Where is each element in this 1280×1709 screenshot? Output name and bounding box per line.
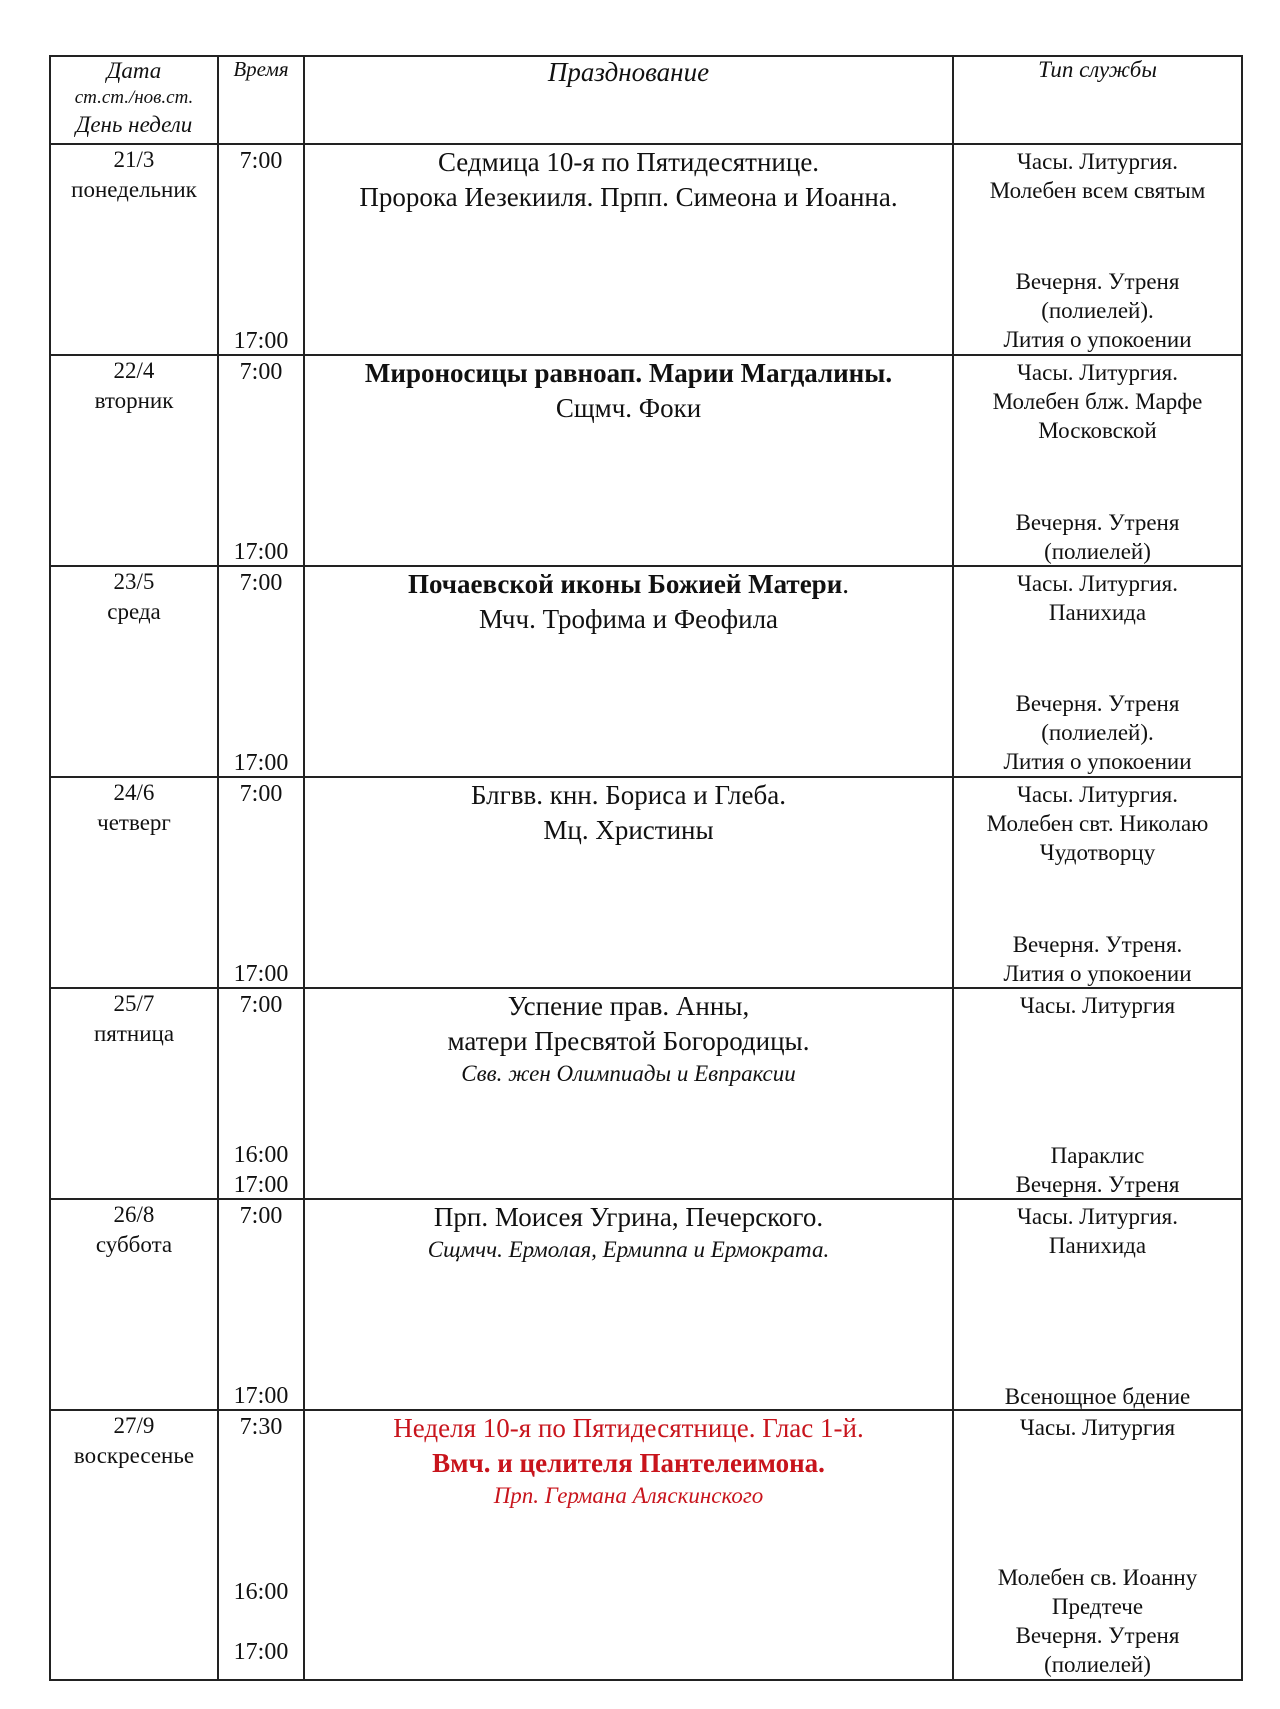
service-line: Вечерня. Утреня xyxy=(1015,691,1180,716)
header-weekday-label: День недели xyxy=(75,112,193,137)
weekday: среда xyxy=(107,599,161,624)
feast-line: Мироносицы равноап. Марии Магдалины. xyxy=(364,358,893,388)
service-line: Часы. Литургия. xyxy=(1016,1204,1179,1229)
time: 7:00 xyxy=(239,359,283,385)
header-date xyxy=(50,56,218,144)
time: 17:00 xyxy=(233,1639,289,1665)
header-feast: Празднование xyxy=(304,56,953,144)
service-line: Московской xyxy=(1038,418,1157,443)
time: 17:00 xyxy=(233,1383,289,1409)
table-row xyxy=(50,988,1242,1199)
service-line: Часы. Литургия xyxy=(1019,1415,1176,1440)
time: 7:30 xyxy=(239,1414,283,1440)
service-cell xyxy=(953,144,1242,355)
service-line: Молебен всем святым xyxy=(989,178,1206,203)
feast-line: Пророка Иезекииля. Прпп. Симеона и Иоанна. xyxy=(359,182,898,212)
time: 16:00 xyxy=(233,1579,289,1605)
feast-line: Блгвв. кнн. Бориса и Глеба. xyxy=(471,780,786,810)
feast-cell xyxy=(304,355,953,566)
header-date-label: Дата xyxy=(106,58,162,83)
feast-line: Почаевской иконы Божией Матери xyxy=(407,569,843,599)
time: 17:00 xyxy=(233,1172,289,1198)
service-line: (полиелей). xyxy=(1041,720,1154,745)
time: 7:00 xyxy=(239,992,283,1018)
service-cell xyxy=(953,777,1242,988)
date-cell xyxy=(50,355,218,566)
date: 23/5 xyxy=(113,569,155,594)
service-line: Параклис xyxy=(1050,1143,1145,1168)
feast-line: Сщмч. Фоки xyxy=(555,393,702,423)
header-row xyxy=(50,56,1242,144)
feast-cell xyxy=(304,988,953,1199)
service-line: Лития о упокоении xyxy=(1003,749,1192,774)
date: 22/4 xyxy=(113,358,155,383)
table-row xyxy=(50,144,1242,355)
date-cell xyxy=(50,566,218,777)
date-cell xyxy=(50,144,218,355)
service-line: Молебен блж. Марфе xyxy=(992,389,1203,414)
table-row xyxy=(50,355,1242,566)
date-cell xyxy=(50,1199,218,1410)
service-line: Часы. Литургия xyxy=(1019,993,1176,1018)
service-line: (полиелей). xyxy=(1041,298,1154,323)
feast-line: Седмица 10-я по Пятидесятнице. xyxy=(437,147,820,177)
service-line: (полиелей) xyxy=(1044,539,1151,564)
time-cell xyxy=(218,1410,304,1680)
date: 25/7 xyxy=(113,991,155,1016)
service-line: Предтече xyxy=(1051,1594,1144,1619)
time: 16:00 xyxy=(233,1142,289,1168)
table-row xyxy=(50,566,1242,777)
feast-line: Вмч. и целителя Пантелеимона. xyxy=(432,1448,825,1478)
service-line: Панихида xyxy=(1048,1233,1147,1258)
service-line: Часы. Литургия. xyxy=(1016,571,1179,596)
service-line: Вечерня. Утреня xyxy=(1015,269,1180,294)
weekday: вторник xyxy=(94,388,174,413)
date-cell xyxy=(50,988,218,1199)
date: 27/9 xyxy=(113,1413,155,1438)
service-line: Вечерня. Утреня. xyxy=(1012,932,1183,957)
table-row xyxy=(50,777,1242,988)
feast-line: Неделя 10-я по Пятидесятнице. Глас 1-й. xyxy=(393,1413,864,1443)
service-line: Чудотворцу xyxy=(1039,840,1156,865)
service-line: Часы. Литургия. xyxy=(1016,360,1179,385)
feast-cell xyxy=(304,1410,953,1680)
service-line: (полиелей) xyxy=(1044,1652,1151,1677)
service-cell xyxy=(953,355,1242,566)
table-row xyxy=(50,1199,1242,1410)
service-line: Часы. Литургия. xyxy=(1016,782,1179,807)
time-cell xyxy=(218,566,304,777)
feast-line: Успение прав. Анны, xyxy=(507,991,750,1021)
feast-cell xyxy=(304,777,953,988)
feast-line: Прп. Моисея Угрина, Печерского. xyxy=(433,1202,824,1232)
time: 17:00 xyxy=(233,539,289,565)
time: 7:00 xyxy=(239,781,283,807)
feast-cell xyxy=(304,1199,953,1410)
feast-cell xyxy=(304,566,953,777)
service-line: Всенощное бдение xyxy=(1004,1384,1191,1409)
date-cell xyxy=(50,1410,218,1680)
service-line: Вечерня. Утреня xyxy=(1015,1623,1180,1648)
service-cell xyxy=(953,1410,1242,1680)
time-cell xyxy=(218,1199,304,1410)
header-time: Время xyxy=(218,56,304,144)
service-line: Молебен свт. Николаю xyxy=(986,811,1209,836)
header-date-style-label: ст.ст./нов.ст. xyxy=(74,87,194,108)
weekday: четверг xyxy=(97,810,171,835)
feast-line: Мчч. Трофима и Феофила xyxy=(478,604,779,634)
service-line: Панихида xyxy=(1048,600,1147,625)
time: 7:00 xyxy=(239,570,283,596)
date: 26/8 xyxy=(113,1202,155,1227)
time-cell xyxy=(218,777,304,988)
feast-line: Свв. жен Олимпиады и Евпраксии xyxy=(461,1061,796,1086)
feast-line: матери Пресвятой Богородицы. xyxy=(447,1026,810,1056)
table-row xyxy=(50,1410,1242,1680)
time-cell xyxy=(218,988,304,1199)
service-line: Вечерня. Утреня xyxy=(1015,510,1180,535)
feast-cell xyxy=(304,144,953,355)
feast-line: Сщмчч. Ермолая, Ермиппа и Ермократа. xyxy=(427,1237,830,1262)
service-line: Лития о упокоении xyxy=(1003,327,1192,352)
service-line: Молебен св. Иоанну xyxy=(997,1565,1198,1590)
time: 7:00 xyxy=(239,148,283,174)
date: 21/3 xyxy=(113,147,155,172)
time: 7:00 xyxy=(239,1203,283,1229)
service-cell xyxy=(953,1199,1242,1410)
date: 24/6 xyxy=(113,780,155,805)
service-cell xyxy=(953,988,1242,1199)
weekday: суббота xyxy=(95,1232,173,1257)
weekday: воскресенье xyxy=(73,1443,195,1468)
feast-punct: . xyxy=(842,569,850,599)
service-line: Вечерня. Утреня xyxy=(1015,1172,1180,1197)
feast-line: Мц. Христины xyxy=(543,815,714,845)
weekday: пятница xyxy=(93,1021,175,1046)
service-cell xyxy=(953,566,1242,777)
header-service-type: Тип службы xyxy=(953,56,1242,144)
feast-line: Прп. Германа Аляскинского xyxy=(493,1483,764,1508)
time-cell xyxy=(218,355,304,566)
weekday: понедельник xyxy=(71,177,197,202)
date-cell xyxy=(50,777,218,988)
service-line: Часы. Литургия. xyxy=(1016,149,1179,174)
time: 17:00 xyxy=(233,750,289,776)
time-cell xyxy=(218,144,304,355)
time: 17:00 xyxy=(233,328,289,354)
time: 17:00 xyxy=(233,961,289,987)
service-line: Лития о упокоении xyxy=(1003,961,1192,986)
schedule-table xyxy=(49,55,1243,1681)
